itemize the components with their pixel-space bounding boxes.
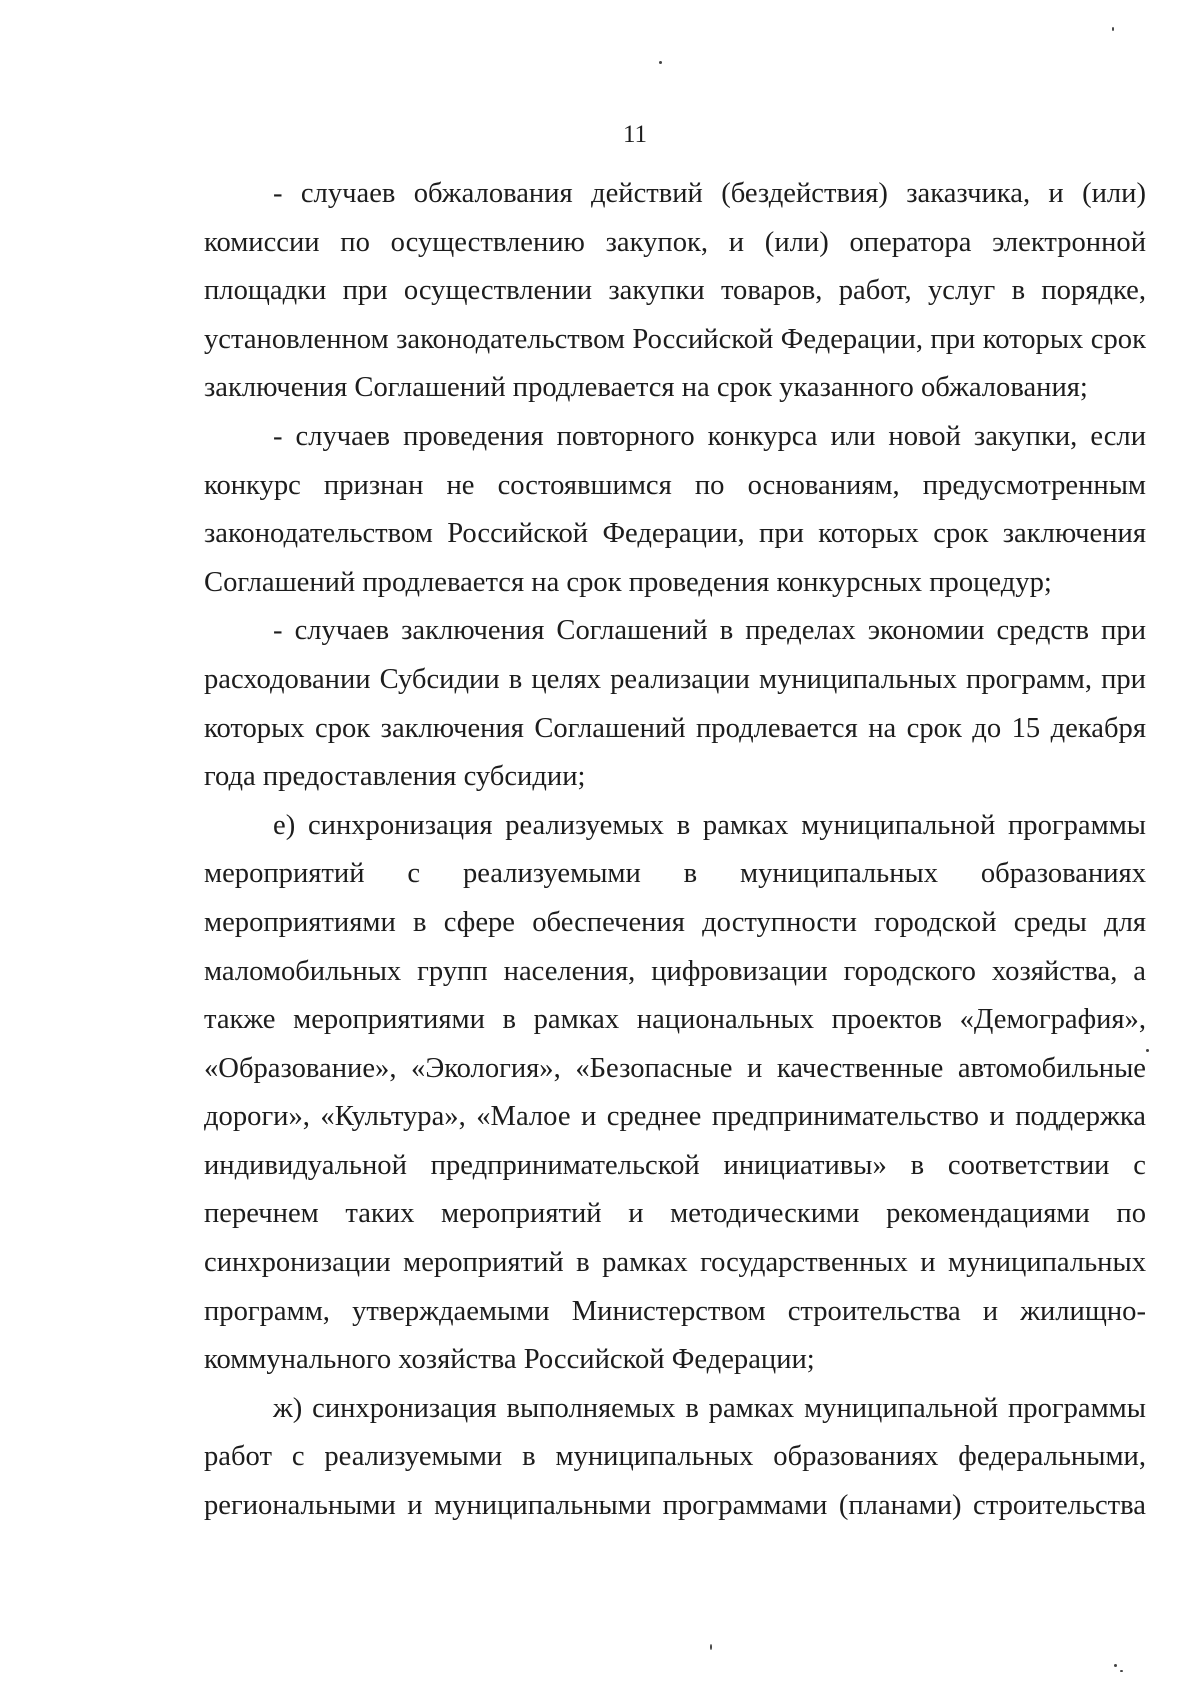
text-line: конкурс признан не состоявшимся по основаниям, предусмотренным [204, 469, 1146, 501]
paragraph [204, 1385, 1146, 1531]
paragraph [204, 607, 1146, 801]
text-line: дороги», «Культура», «Малое и среднее предпринимательство и поддержка [204, 1101, 1146, 1133]
scan-speck [659, 61, 662, 64]
text-line: заключения Соглашений продлевается на срок указанного обжалования; [204, 372, 1088, 404]
text-line: е) синхронизация реализуемых в рамках муниципальной программы [273, 809, 1146, 841]
scan-speck [710, 1644, 712, 1650]
text-line: перечнем таких мероприятий и методическими рекомендациями по [204, 1198, 1146, 1230]
text-line: - случаев проведения повторного конкурса или новой закупки, если [273, 420, 1146, 452]
paragraph [204, 802, 1146, 1385]
page-number: 11 [622, 121, 648, 148]
document-body [204, 170, 1146, 1531]
text-line: мероприятий с реализуемыми в муниципальных образованиях [204, 858, 1146, 890]
text-line: - случаев обжалования действий (бездействия) заказчика, и (или) [273, 178, 1146, 209]
text-line: «Образование», «Экология», «Безопасные и качественные автомобильные [204, 1052, 1146, 1084]
scan-speck [1114, 1664, 1117, 1667]
text-line: которых срок заключения Соглашений продлевается на срок до 15 декабря [204, 712, 1146, 744]
text-line: программ, утверждаемыми Министерством строительства и жилищно- [204, 1295, 1146, 1327]
text-line: коммунального хозяйства Российской Федерации; [204, 1344, 815, 1376]
text-line: также мероприятиями в рамках национальных проектов «Демография», [204, 1004, 1146, 1036]
text-line: расходовании Субсидии в целях реализации муниципальных программ, при [204, 663, 1146, 695]
text-line: мероприятиями в сфере обеспечения доступности городской среды для [204, 906, 1146, 938]
text-line: маломобильных групп населения, цифровизации городского хозяйства, а [204, 955, 1146, 987]
text-line: ж) синхронизация выполняемых в рамках муниципальной программы [273, 1392, 1146, 1424]
text-line: комиссии по осуществлению закупок, и (или) оператора электронной [204, 226, 1146, 258]
text-line: - случаев заключения Соглашений в пределах экономии средств при [273, 615, 1146, 647]
paragraph [204, 413, 1146, 607]
text-line: законодательством Российской Федерации, при которых срок заключения [204, 518, 1146, 550]
scan-speck [1112, 27, 1114, 31]
scan-speck [1120, 1670, 1123, 1672]
text-line: Соглашений продлевается на срок проведения конкурсных процедур; [204, 566, 1052, 598]
text-line: региональными и муниципальными программами (планами) строительства [204, 1490, 1146, 1522]
paragraph [204, 170, 1146, 413]
text-line: площадки при осуществлении закупки товаров, работ, услуг в порядке, [204, 275, 1146, 307]
scan-speck [1146, 1049, 1149, 1052]
text-line: индивидуальной предпринимательской инициативы» в соответствии с [204, 1149, 1146, 1181]
text-line: установленном законодательством Российской Федерации, при которых срок [204, 323, 1146, 355]
text-line: работ с реализуемыми в муниципальных образованиях федеральными, [204, 1441, 1146, 1473]
text-line: года предоставления субсидии; [204, 761, 586, 793]
text-line: синхронизации мероприятий в рамках государственных и муниципальных [204, 1247, 1146, 1279]
